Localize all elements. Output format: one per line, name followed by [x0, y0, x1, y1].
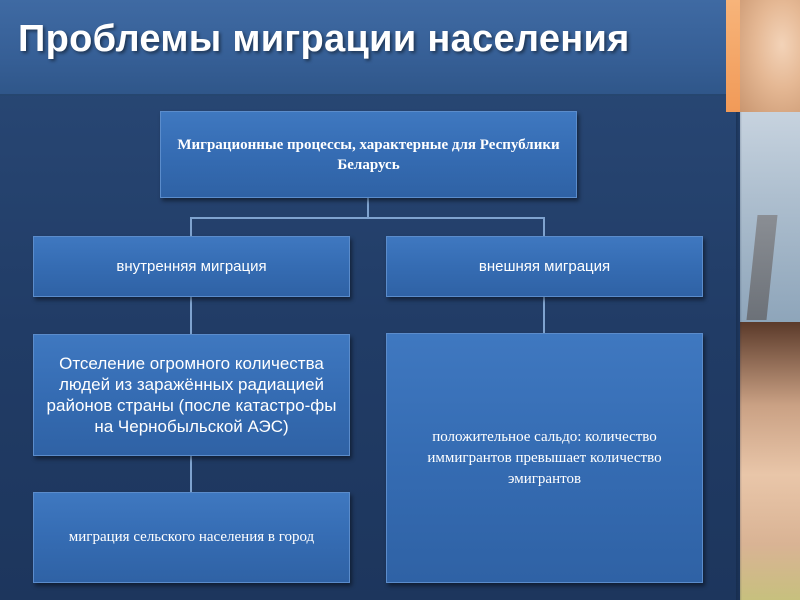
photo-accent-stripe	[726, 0, 740, 112]
chernobyl-resettlement-label: Отселение огромного количества людей из заражённых радиацией районов страны (после катастро-фы на Чернобыльской АЭС)	[46, 354, 337, 436]
external-migration-label: внешняя миграция	[478, 258, 611, 275]
connector-to-external	[543, 217, 545, 236]
photo-shadow	[736, 112, 742, 600]
internal-migration-label: внутренняя миграция	[116, 258, 267, 275]
connector-root-down	[367, 198, 369, 218]
title-band	[0, 0, 735, 96]
photo-face-bottom	[740, 322, 800, 600]
rural-migration-node	[33, 492, 350, 583]
connector-chernobyl-to-rural	[190, 456, 192, 492]
rural-migration-label: миграция сельского населения в город	[68, 529, 315, 545]
connector-horizontal	[190, 217, 545, 219]
positive-balance-label: положительное сальдо: количество иммигрантов превышает количество эмигрантов	[427, 428, 662, 487]
slide-title: Проблемы миграции населения	[18, 18, 630, 60]
root-node-label: Миграционные процессы, характерные для Республики Беларусь	[177, 136, 560, 173]
chernobyl-resettlement-node	[33, 334, 350, 456]
connector-external-down	[543, 297, 545, 333]
connector-internal-down	[190, 297, 192, 334]
photo-face-top	[740, 0, 800, 112]
external-migration-node	[386, 236, 703, 297]
root-node	[160, 111, 577, 198]
positive-balance-node	[386, 333, 703, 583]
connector-to-internal	[190, 217, 192, 236]
internal-migration-node	[33, 236, 350, 297]
